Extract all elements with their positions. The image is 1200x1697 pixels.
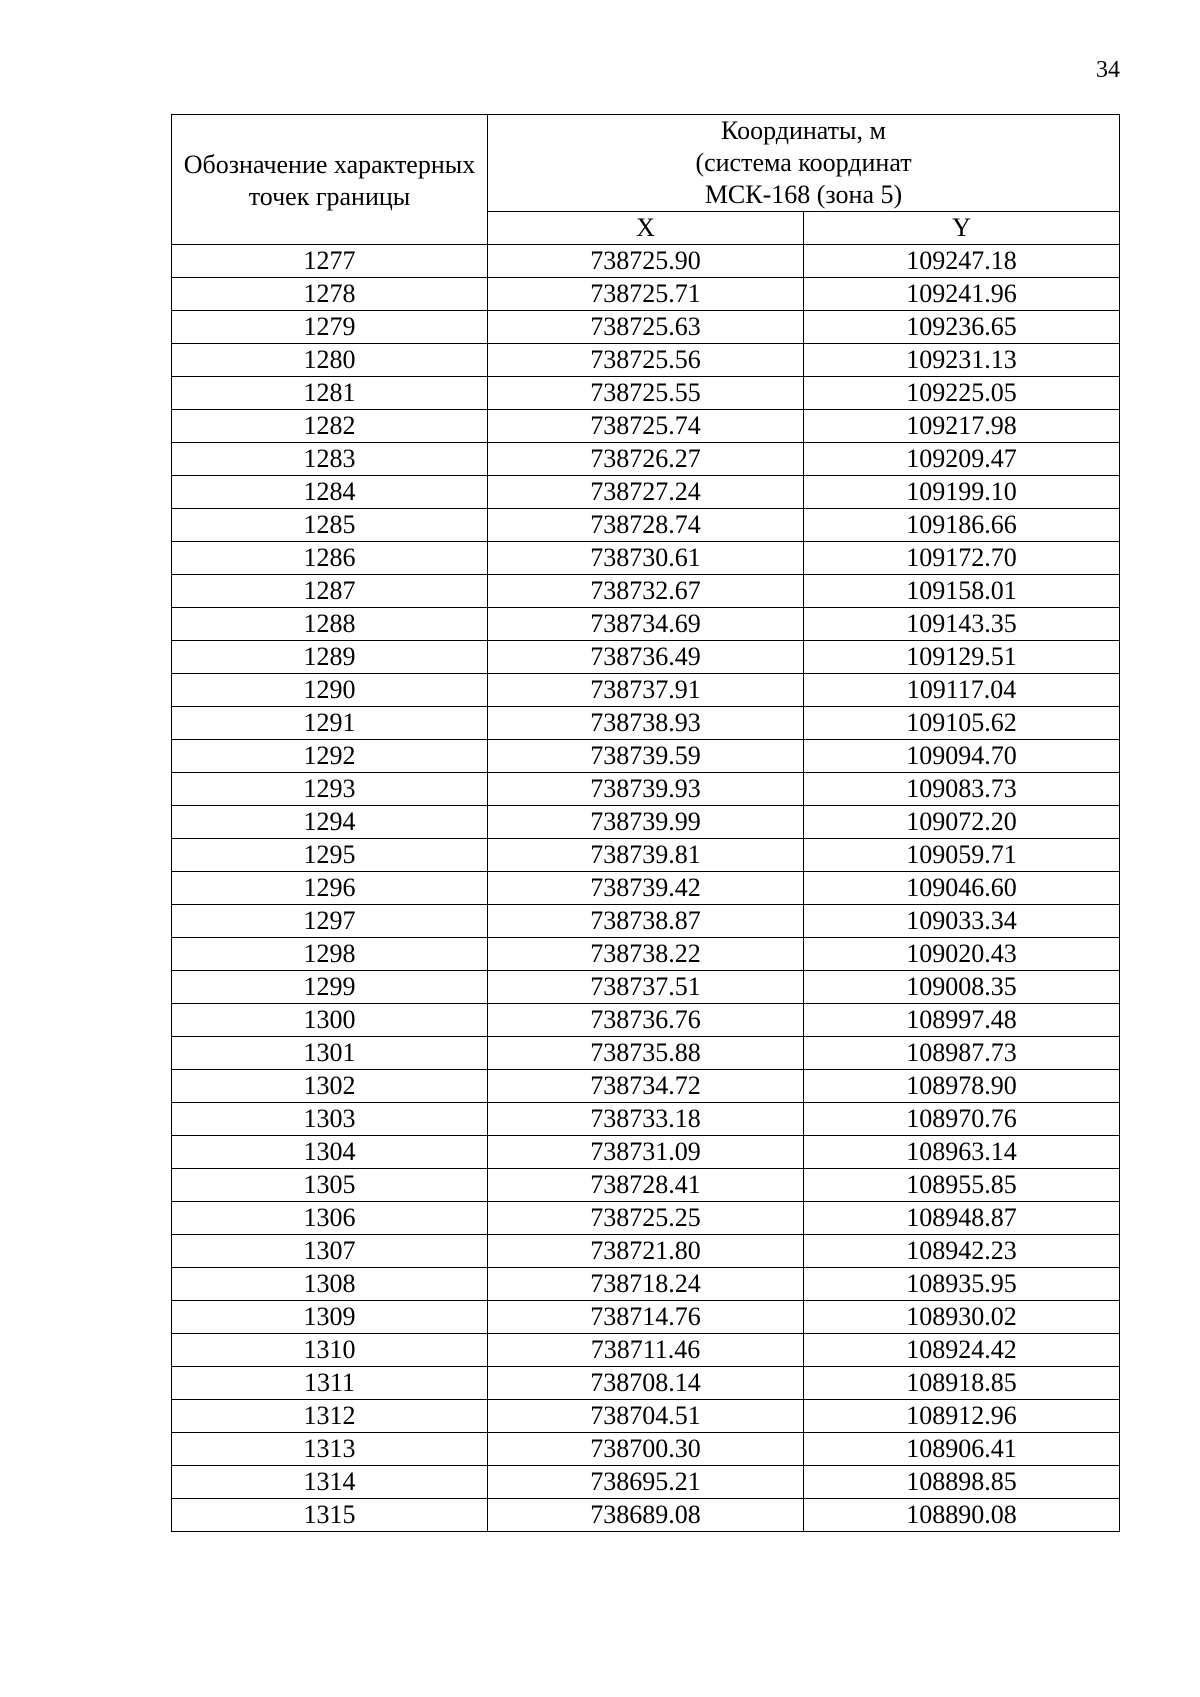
- x-coordinate-cell: 738721.80: [488, 1235, 804, 1268]
- point-cell: 1312: [172, 1400, 488, 1433]
- y-coordinate-cell: 108963.14: [804, 1136, 1120, 1169]
- point-cell: 1282: [172, 410, 488, 443]
- y-coordinate-cell: 108924.42: [804, 1334, 1120, 1367]
- point-cell: 1289: [172, 641, 488, 674]
- y-coordinate-cell: 108987.73: [804, 1037, 1120, 1070]
- table-row: [172, 1037, 1120, 1070]
- point-designation-header: [172, 115, 488, 245]
- coordinates-header-line-1: Координаты, м: [721, 116, 886, 145]
- coordinates-table: [171, 114, 1120, 1532]
- point-cell: 1279: [172, 311, 488, 344]
- table-row: [172, 1367, 1120, 1400]
- y-coordinate-cell: 109008.35: [804, 971, 1120, 1004]
- point-cell: 1285: [172, 509, 488, 542]
- y-coordinate-cell: 109046.60: [804, 872, 1120, 905]
- y-coordinate-cell: 109225.05: [804, 377, 1120, 410]
- x-coordinate-cell: 738738.87: [488, 905, 804, 938]
- table-row: [172, 905, 1120, 938]
- table-row: [172, 1301, 1120, 1334]
- y-coordinate-cell: 109105.62: [804, 707, 1120, 740]
- x-coordinate-cell: 738725.63: [488, 311, 804, 344]
- x-coordinate-cell: 738738.22: [488, 938, 804, 971]
- page-number: 34: [1096, 57, 1120, 83]
- y-coordinate-cell: 109231.13: [804, 344, 1120, 377]
- y-coordinate-cell: 108935.95: [804, 1268, 1120, 1301]
- table-row: [172, 1433, 1120, 1466]
- y-coordinate-cell: 109241.96: [804, 278, 1120, 311]
- x-coordinate-cell: 738739.93: [488, 773, 804, 806]
- y-column-header: Y: [804, 212, 1120, 245]
- coordinates-header-line-2: (система координат: [695, 148, 912, 177]
- x-coordinate-cell: 738739.59: [488, 740, 804, 773]
- point-cell: 1306: [172, 1202, 488, 1235]
- y-coordinate-cell: 109158.01: [804, 575, 1120, 608]
- y-coordinate-cell: 108948.87: [804, 1202, 1120, 1235]
- x-coordinate-cell: 738728.74: [488, 509, 804, 542]
- x-coordinate-cell: 738737.51: [488, 971, 804, 1004]
- x-coordinate-cell: 738731.09: [488, 1136, 804, 1169]
- point-cell: 1292: [172, 740, 488, 773]
- point-cell: 1295: [172, 839, 488, 872]
- x-coordinate-cell: 738728.41: [488, 1169, 804, 1202]
- y-coordinate-cell: 108906.41: [804, 1433, 1120, 1466]
- table-row: [172, 509, 1120, 542]
- table-body: [172, 245, 1120, 1532]
- y-coordinate-cell: 109172.70: [804, 542, 1120, 575]
- table-row: [172, 1103, 1120, 1136]
- x-coordinate-cell: 738737.91: [488, 674, 804, 707]
- table-row: [172, 839, 1120, 872]
- point-cell: 1311: [172, 1367, 488, 1400]
- point-cell: 1290: [172, 674, 488, 707]
- coordinates-header: [488, 115, 1120, 212]
- point-cell: 1296: [172, 872, 488, 905]
- x-coordinate-cell: 738725.55: [488, 377, 804, 410]
- y-coordinate-cell: 109020.43: [804, 938, 1120, 971]
- y-coordinate-cell: 108930.02: [804, 1301, 1120, 1334]
- point-cell: 1277: [172, 245, 488, 278]
- y-coordinate-cell: 109199.10: [804, 476, 1120, 509]
- table-row: [172, 1169, 1120, 1202]
- table-row: [172, 575, 1120, 608]
- point-cell: 1300: [172, 1004, 488, 1037]
- table-row: [172, 1334, 1120, 1367]
- point-cell: 1298: [172, 938, 488, 971]
- point-cell: 1309: [172, 1301, 488, 1334]
- x-coordinate-cell: 738739.99: [488, 806, 804, 839]
- table-row: [172, 410, 1120, 443]
- y-coordinate-cell: 108978.90: [804, 1070, 1120, 1103]
- x-column-header: X: [488, 212, 804, 245]
- point-cell: 1303: [172, 1103, 488, 1136]
- point-cell: 1313: [172, 1433, 488, 1466]
- table-row: [172, 377, 1120, 410]
- table-row: [172, 1004, 1120, 1037]
- y-coordinate-cell: 109186.66: [804, 509, 1120, 542]
- x-coordinate-cell: 738734.72: [488, 1070, 804, 1103]
- coordinates-header-line-3: МСК-168 (зона 5): [704, 180, 903, 209]
- table-row: [172, 806, 1120, 839]
- x-coordinate-cell: 738689.08: [488, 1499, 804, 1532]
- x-coordinate-cell: 738736.76: [488, 1004, 804, 1037]
- y-coordinate-cell: 108997.48: [804, 1004, 1120, 1037]
- x-coordinate-cell: 738718.24: [488, 1268, 804, 1301]
- x-coordinate-cell: 738739.42: [488, 872, 804, 905]
- point-cell: 1281: [172, 377, 488, 410]
- point-cell: 1301: [172, 1037, 488, 1070]
- point-cell: 1310: [172, 1334, 488, 1367]
- x-coordinate-cell: 738725.74: [488, 410, 804, 443]
- table-row: [172, 1136, 1120, 1169]
- table-row: [172, 971, 1120, 1004]
- point-cell: 1305: [172, 1169, 488, 1202]
- point-cell: 1280: [172, 344, 488, 377]
- table-row: [172, 1499, 1120, 1532]
- table-row: [172, 344, 1120, 377]
- y-coordinate-cell: 108955.85: [804, 1169, 1120, 1202]
- point-cell: 1284: [172, 476, 488, 509]
- x-coordinate-cell: 738714.76: [488, 1301, 804, 1334]
- table-row: [172, 773, 1120, 806]
- point-cell: 1293: [172, 773, 488, 806]
- y-coordinate-cell: 109129.51: [804, 641, 1120, 674]
- y-coordinate-cell: 109217.98: [804, 410, 1120, 443]
- y-coordinate-cell: 109117.04: [804, 674, 1120, 707]
- y-coordinate-cell: 108912.96: [804, 1400, 1120, 1433]
- y-coordinate-cell: 109209.47: [804, 443, 1120, 476]
- y-coordinate-cell: 109236.65: [804, 311, 1120, 344]
- point-designation-header-text: Обозначение характерных точек границы: [183, 149, 476, 211]
- y-coordinate-cell: 108970.76: [804, 1103, 1120, 1136]
- point-cell: 1314: [172, 1466, 488, 1499]
- x-coordinate-cell: 738725.90: [488, 245, 804, 278]
- x-coordinate-cell: 738725.56: [488, 344, 804, 377]
- x-coordinate-cell: 738730.61: [488, 542, 804, 575]
- table-row: [172, 476, 1120, 509]
- point-cell: 1288: [172, 608, 488, 641]
- y-coordinate-cell: 108942.23: [804, 1235, 1120, 1268]
- x-coordinate-cell: 738733.18: [488, 1103, 804, 1136]
- point-cell: 1302: [172, 1070, 488, 1103]
- table-row: [172, 1202, 1120, 1235]
- x-coordinate-cell: 738695.21: [488, 1466, 804, 1499]
- table-row: [172, 1070, 1120, 1103]
- table-row: [172, 311, 1120, 344]
- table-row: [172, 707, 1120, 740]
- point-cell: 1315: [172, 1499, 488, 1532]
- x-coordinate-cell: 738727.24: [488, 476, 804, 509]
- table-row: [172, 542, 1120, 575]
- x-coordinate-cell: 738734.69: [488, 608, 804, 641]
- table-row: [172, 938, 1120, 971]
- y-coordinate-cell: 109083.73: [804, 773, 1120, 806]
- table-row: [172, 674, 1120, 707]
- table-row: [172, 278, 1120, 311]
- y-coordinate-cell: 108898.85: [804, 1466, 1120, 1499]
- point-cell: 1283: [172, 443, 488, 476]
- table-row: [172, 443, 1120, 476]
- y-coordinate-cell: 109033.34: [804, 905, 1120, 938]
- point-cell: 1291: [172, 707, 488, 740]
- table-row: [172, 740, 1120, 773]
- table-row: [172, 1466, 1120, 1499]
- point-cell: 1286: [172, 542, 488, 575]
- x-coordinate-cell: 738704.51: [488, 1400, 804, 1433]
- x-coordinate-cell: 738725.71: [488, 278, 804, 311]
- point-cell: 1307: [172, 1235, 488, 1268]
- table-row: [172, 872, 1120, 905]
- y-coordinate-cell: 108890.08: [804, 1499, 1120, 1532]
- table-header: [172, 115, 1120, 245]
- point-cell: 1278: [172, 278, 488, 311]
- x-coordinate-cell: 738738.93: [488, 707, 804, 740]
- point-cell: 1304: [172, 1136, 488, 1169]
- x-coordinate-cell: 738732.67: [488, 575, 804, 608]
- table-row: [172, 1268, 1120, 1301]
- x-coordinate-cell: 738739.81: [488, 839, 804, 872]
- x-coordinate-cell: 738725.25: [488, 1202, 804, 1235]
- x-coordinate-cell: 738726.27: [488, 443, 804, 476]
- x-coordinate-cell: 738736.49: [488, 641, 804, 674]
- table-row: [172, 1235, 1120, 1268]
- y-coordinate-cell: 109059.71: [804, 839, 1120, 872]
- table-row: [172, 641, 1120, 674]
- y-coordinate-cell: 109094.70: [804, 740, 1120, 773]
- table-row: [172, 608, 1120, 641]
- point-cell: 1294: [172, 806, 488, 839]
- table-row: [172, 1400, 1120, 1433]
- x-coordinate-cell: 738700.30: [488, 1433, 804, 1466]
- x-coordinate-cell: 738708.14: [488, 1367, 804, 1400]
- x-coordinate-cell: 738711.46: [488, 1334, 804, 1367]
- y-coordinate-cell: 108918.85: [804, 1367, 1120, 1400]
- point-cell: 1308: [172, 1268, 488, 1301]
- y-coordinate-cell: 109143.35: [804, 608, 1120, 641]
- point-cell: 1297: [172, 905, 488, 938]
- y-coordinate-cell: 109072.20: [804, 806, 1120, 839]
- point-cell: 1299: [172, 971, 488, 1004]
- y-coordinate-cell: 109247.18: [804, 245, 1120, 278]
- table-row: [172, 245, 1120, 278]
- point-cell: 1287: [172, 575, 488, 608]
- x-coordinate-cell: 738735.88: [488, 1037, 804, 1070]
